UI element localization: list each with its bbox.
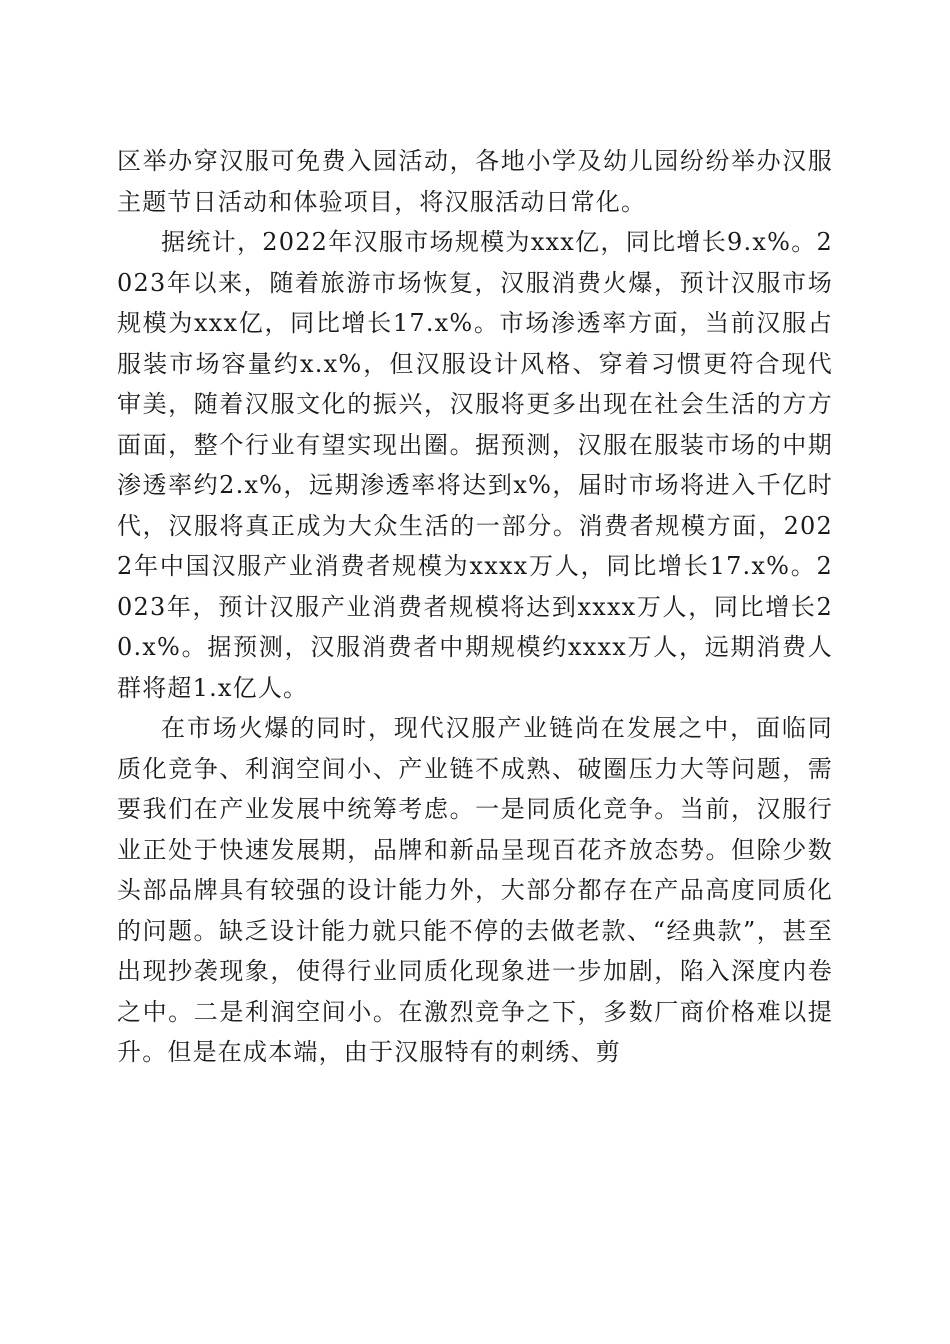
paragraph-market-statistics: 据统计，2022年汉服市场规模为xxx亿，同比增长9.x%。2023年以来，随着旅游市场恢复，汉服消费火爆，预计汉服市场规模为xxx亿，同比增长17.x%。市场渗透率方面，当前汉服占服装市场容量约x.x%，但汉服设计风格、穿着习惯更符合现代审美，随着汉服文化的振兴，汉服将更多出现在社会生活的方方面面，整个行业有望实现出圈。据预测，汉服在服装市场的中期渗透率约2.x%，远期渗透率将达到x%，届时市场将进入千亿时代，汉服将真正成为大众生活的一部分。消费者规模方面，2022年中国汉服产业消费者规模为xxxx万人，同比增长17.x%。2023年，预计汉服产业消费者规模将达到xxxx万人，同比增长20.x%。据预测，汉服消费者中期规模约xxxx万人，远期消费人群将超1.x亿人。: [117, 228, 833, 702]
paragraph-continuation: 区举办穿汉服可免费入园活动，各地小学及幼儿园纷纷举办汉服主题节日活动和体验项目，将汉服活动日常化。: [117, 147, 833, 216]
paragraph-industry-challenges: 在市场火爆的同时，现代汉服产业链尚在发展之中，面临同质化竞争、利润空间小、产业链不成熟、破圈压力大等问题，需要我们在产业发展中统筹考虑。一是同质化竞争。当前，汉服行业正处于快速发展期，品牌和新品呈现百花齐放态势。但除少数头部品牌具有较强的设计能力外，大部分都存在产品高度同质化的问题。缺乏设计能力就只能不停的去做老款、“经典款”，甚至出现抄袭现象，使得行业同质化现象进一步加剧，陷入深度内卷之中。二是利润空间小。在激烈竞争之下，多数厂商价格难以提升。但是在成本端，由于汉服特有的刺绣、剪: [117, 714, 833, 1066]
document-body: [117, 141, 833, 1073]
